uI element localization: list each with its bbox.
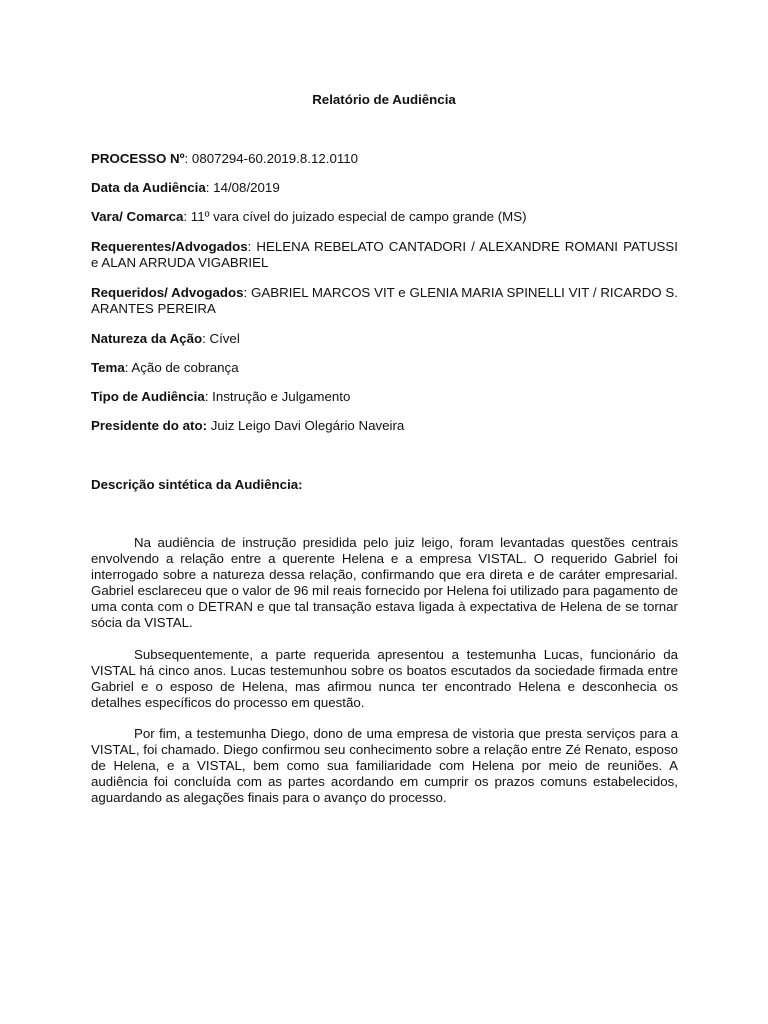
field-value: : Ação de cobrança [124,360,239,375]
field-requeridos [91,285,678,317]
field-label: Presidente do ato: [91,418,207,433]
field-value: : HELENA REBELATO CANTADORI / ALEXANDRE ROMANI PATUSSI e ALAN ARRUDA VIGABRIEL [91,239,678,270]
paragraph-3: Por fim, a testemunha Diego, dono de uma empresa de vistoria que presta serviços para a VISTAL, foi chamado. Diego confirmou seu conhecimento sobre a relação entre Zé Renato, esposo de Helena, e a VISTAL, bem como sua familiaridade com Helena por meio de reuniões. A audiência foi concluída com as partes acordando em cumprir os prazos comuns estabelecidos, aguardando as alegações finais para o avanço do processo. [91,726,678,805]
field-value: : 11º vara cível do juizado especial de campo grande (MS) [183,209,527,224]
field-vara-comarca [91,209,678,225]
section-heading: Descrição sintética da Audiência: [91,477,303,492]
field-value: Juiz Leigo Davi Olegário Naveira [207,418,405,433]
field-value: : Cível [202,331,240,346]
document-title: Relatório de Audiência [312,92,456,107]
field-label: Vara/ Comarca [91,209,184,224]
field-requerentes [91,239,678,271]
field-value: : 14/08/2019 [205,180,280,195]
field-processo [91,151,678,167]
field-value: : GABRIEL MARCOS VIT e GLENIA MARIA SPINELLI VIT / RICARDO S. ARANTES PEREIRA [91,285,678,316]
field-tipo-audiencia [91,389,678,405]
field-value: : 0807294-60.2019.8.12.0110 [184,151,359,166]
field-label: Tema [91,360,125,375]
paragraph-2: Subsequentemente, a parte requerida apresentou a testemunha Lucas, funcionário da VISTAL há cinco anos. Lucas testemunhou sobre os boatos escutados da sociedade firmada entre Gabriel e o esposo de Helena, mas afirmou nunca ter encontrado Helena e desconhecia os detalhes específicos do processo em questão. [91,647,678,710]
field-tema [91,360,678,376]
field-natureza-acao [91,331,678,347]
field-label: PROCESSO Nº [91,151,185,166]
field-label: Requerentes/Advogados [91,239,248,254]
field-label: Tipo de Audiência [91,389,205,404]
field-presidente-ato [91,418,678,434]
field-data-audiencia [91,180,678,196]
field-label: Requeridos/ Advogados [91,285,244,300]
field-value: : Instrução e Julgamento [204,389,351,404]
field-label: Natureza da Ação [91,331,203,346]
field-label: Data da Audiência [91,180,206,195]
paragraph-1: Na audiência de instrução presidida pelo juiz leigo, foram levantadas questões centrais envolvendo a relação entre a querente Helena e a empresa VISTAL. O requerido Gabriel foi interrogado sobre a natureza dessa relação, confirmando que era direta e de caráter empresarial. Gabriel esclareceu que o valor de 96 mil reais fornecido por Helena foi utilizado para pagamento de uma conta com o DETRAN e que tal transação estava ligada à expectativa de Helena de se tornar sócia da VISTAL. [91,535,678,630]
